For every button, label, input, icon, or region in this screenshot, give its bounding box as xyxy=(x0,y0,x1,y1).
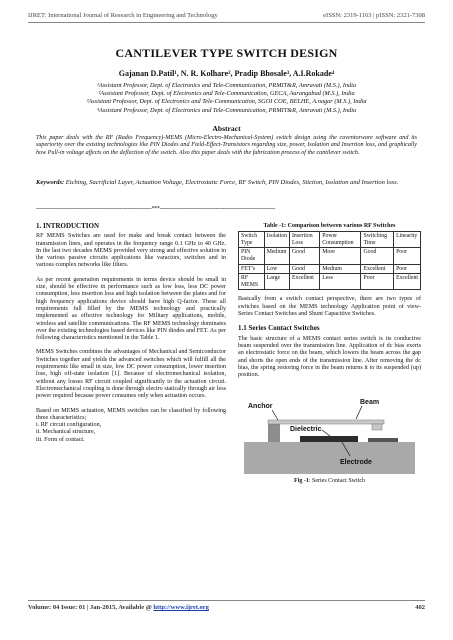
list-item: i. RF circuit configuration, xyxy=(36,422,102,429)
table-row xyxy=(239,264,421,274)
actuation-electrode xyxy=(300,436,358,442)
comparison-table xyxy=(238,231,421,290)
table-cell: Excellent xyxy=(394,274,421,290)
electrode-label: Electrode xyxy=(340,459,372,467)
intro-paragraph-4: Based on MEMS actuation, MEMS switches can be classified by following three characteristics; xyxy=(36,407,226,421)
table-cell: PIN Diode xyxy=(239,248,265,264)
beam-label: Beam xyxy=(360,399,380,407)
table-header-cell: Insertion Loss xyxy=(290,232,320,248)
journal-url-link[interactable]: http://www.ijret.org xyxy=(153,604,209,611)
table-header-cell: Power Consumption xyxy=(320,232,361,248)
journal-name: IJRET: International Journal of Research in Engineering and Technology xyxy=(28,12,218,19)
table-cell: Good xyxy=(361,248,394,264)
affiliations xyxy=(20,82,433,115)
cantilever-beam xyxy=(268,420,384,424)
table-header-cell: Linearity xyxy=(394,232,421,248)
switch-diagram xyxy=(238,386,421,476)
figure-caption xyxy=(238,478,421,485)
beam-pointer xyxy=(356,406,362,419)
table-cell: Excellent xyxy=(290,274,320,290)
right-column xyxy=(238,223,421,486)
table-header-cell: Isolation xyxy=(264,232,289,248)
beam-tip xyxy=(372,424,382,430)
table-header-row xyxy=(239,232,421,248)
running-footer xyxy=(28,604,425,611)
affiliation-3: ³Assistant Professor, Dept. of Electronics and Tele-Communication, SGOI COE, BELHE, A.nagar (M.S.), India xyxy=(86,98,367,106)
table-cell: Good xyxy=(290,264,320,274)
paper-title: CANTILEVER TYPE SWITCH DESIGN xyxy=(115,46,338,60)
table-cell: Medium xyxy=(264,248,289,264)
keywords-label: Keywords: xyxy=(36,179,65,186)
anchor-label: Anchor xyxy=(248,403,273,411)
table-header-cell: Switching Time xyxy=(361,232,394,248)
affiliation-4: ⁴Assistant Professor, Dept. of Electronics and Tele-Communication, PRMIT&R, Amravati (M.S.), India xyxy=(96,106,357,114)
intro-paragraph-2: As per recent generation requirements in terms device should be small in size, should be effective in performance such as low loss, less DC power consumption, less insertion loss and high isolation between the plates and for high frequency applications device should have high Q-factor. These all requirements full filled by the MEMS technology and practically implemented as effective technology for Military applications, mobile, wireless and satellite communications. The RF MEMS technology dominates over the existing technologies based devices like PIN diodes and FET. As per following characteristics mentioned in the Table 1. xyxy=(36,276,226,342)
transmission-line xyxy=(368,438,398,442)
table-cell: RF MEMS xyxy=(239,274,265,290)
table-cell: Good xyxy=(290,248,320,264)
intro-paragraph-1: RF MEMS Switches are used for make and break contact between the transmission lines, and operates in the frequency range 0.1 GHz to 40 GHz. In the last two decades MEMS provided very strong and effective solution in the various passive circuits applications like varactors, switches and in various complex networks like filters. xyxy=(36,233,226,269)
figure-caption-text: : Series Contact Switch xyxy=(308,478,365,485)
intro-paragraph-3: MEMS Switches combines the advantages of Mechanical and Semiconductor Switches together and yields the advanced switches which will fulfill all the requirements like small in size, low DC power consumption, lower insertion loss, high off-state isolation [1]. Because of electromechanical isolation, without any losses RF circuit coupled significantly to the actuation circuit. Electromechanical coupling is done through electro statically through air less power required because power consumes only when actuation occurs. xyxy=(36,349,226,400)
table-cell: More xyxy=(320,248,361,264)
page-number: 402 xyxy=(415,604,425,611)
list-item: iii. Form of contact. xyxy=(36,436,85,443)
table-row xyxy=(239,248,421,264)
volume-text: Volume: 04 Issue: 01 | Jan-2015, Available @ xyxy=(28,604,154,611)
abstract-heading: Abstract xyxy=(212,124,241,133)
figure-caption-label: Fig -1 xyxy=(293,478,309,485)
anchor-pointer xyxy=(272,410,278,420)
table-cell: Medium xyxy=(320,264,361,274)
anchor-post xyxy=(268,422,280,442)
volume-info xyxy=(28,604,209,611)
right-paragraph-1: Basically from a switch contact perspective, there are two types of switches based on the MEMS technology Application point of view- Series Contact Switches and Shunt Capacitive Switches. xyxy=(238,296,421,318)
table-cell: Poor xyxy=(394,248,421,264)
table-cell: Poor xyxy=(361,274,394,290)
left-column xyxy=(36,223,226,444)
classification-list xyxy=(36,422,226,444)
table-cell: Poor xyxy=(394,264,421,274)
list-item: ii. Mechanical structure, xyxy=(36,429,96,436)
authors: Gajanan D.Patil¹, N. R. Kolhare², Pradip Bhosale³, A.I.Rokade⁴ xyxy=(118,69,335,78)
table-cell: Low xyxy=(264,264,289,274)
substrate xyxy=(244,442,415,474)
issn: eISSN: 2319-1163 | pISSN: 2321-7308 xyxy=(323,12,425,19)
footer-rule xyxy=(28,600,425,601)
header-rule xyxy=(28,22,425,23)
series-switch-heading: 1.1 Series Contact Switches xyxy=(238,324,320,333)
affiliation-2: ²Assistant Professor, Dept. of Electronics and Tele-Communication, GECA, Aurangabad (M.S.), India xyxy=(98,90,355,98)
table-caption: Table -1: Comparison between various RF Switches xyxy=(263,223,396,229)
right-paragraph-2: The basic structure of a MEMS contact series switch is its conductive beam suspended over the transmission line. Application of dc bias exerts an electrostatic force on the beam, which lowers the beam across the gap and shorts the open ends of the transmission line. After removing the dc bias, the spring restoring force in the beam returns it to its suspended (up) position. xyxy=(238,335,421,379)
affiliation-1: ¹Assistant Professor, Dept. of Electronics and Tele-Communication, PRMIT&R, Amravati (M.S.), India xyxy=(96,82,357,89)
table-header-cell: Switch Type xyxy=(239,232,265,248)
section-separator: --------------------------------------------------------------------***-------------------------------------------------------------------- xyxy=(36,206,276,212)
table-cell: Less xyxy=(320,274,361,290)
abstract-text: This paper deals with the RF (Radio Frequency)-MEMS (Micro-Electro-Mechanical-System) switch design using the coventorware software and its superiority over the existing technologies like PIN Diodes and Field-Effect-Transistors regarding size, power, Isolation and Insertion loss, and graphically how Pull-in voltage affects on the deflection of the switch. Also this paper deals with the fabrication process of the cantilever switch. xyxy=(36,135,417,156)
table-cell: Large xyxy=(264,274,289,290)
intro-heading: 1. INTRODUCTION xyxy=(36,222,100,230)
table-row xyxy=(239,274,421,290)
keywords-text: Etching, Sacrificial Layer, Actuation Voltage, Electrostatic Force, RF Switch, PIN Diodes, Stiction, Isolation and Insertion loss. xyxy=(64,179,399,186)
dielectric-pointer xyxy=(322,430,330,436)
table-cell: FET’s xyxy=(239,264,265,274)
running-header xyxy=(28,12,425,19)
keywords xyxy=(36,177,417,188)
dielectric-label: Dielectric xyxy=(290,426,322,434)
series-switch-figure xyxy=(238,386,421,476)
table-cell: Excellent xyxy=(361,264,394,274)
